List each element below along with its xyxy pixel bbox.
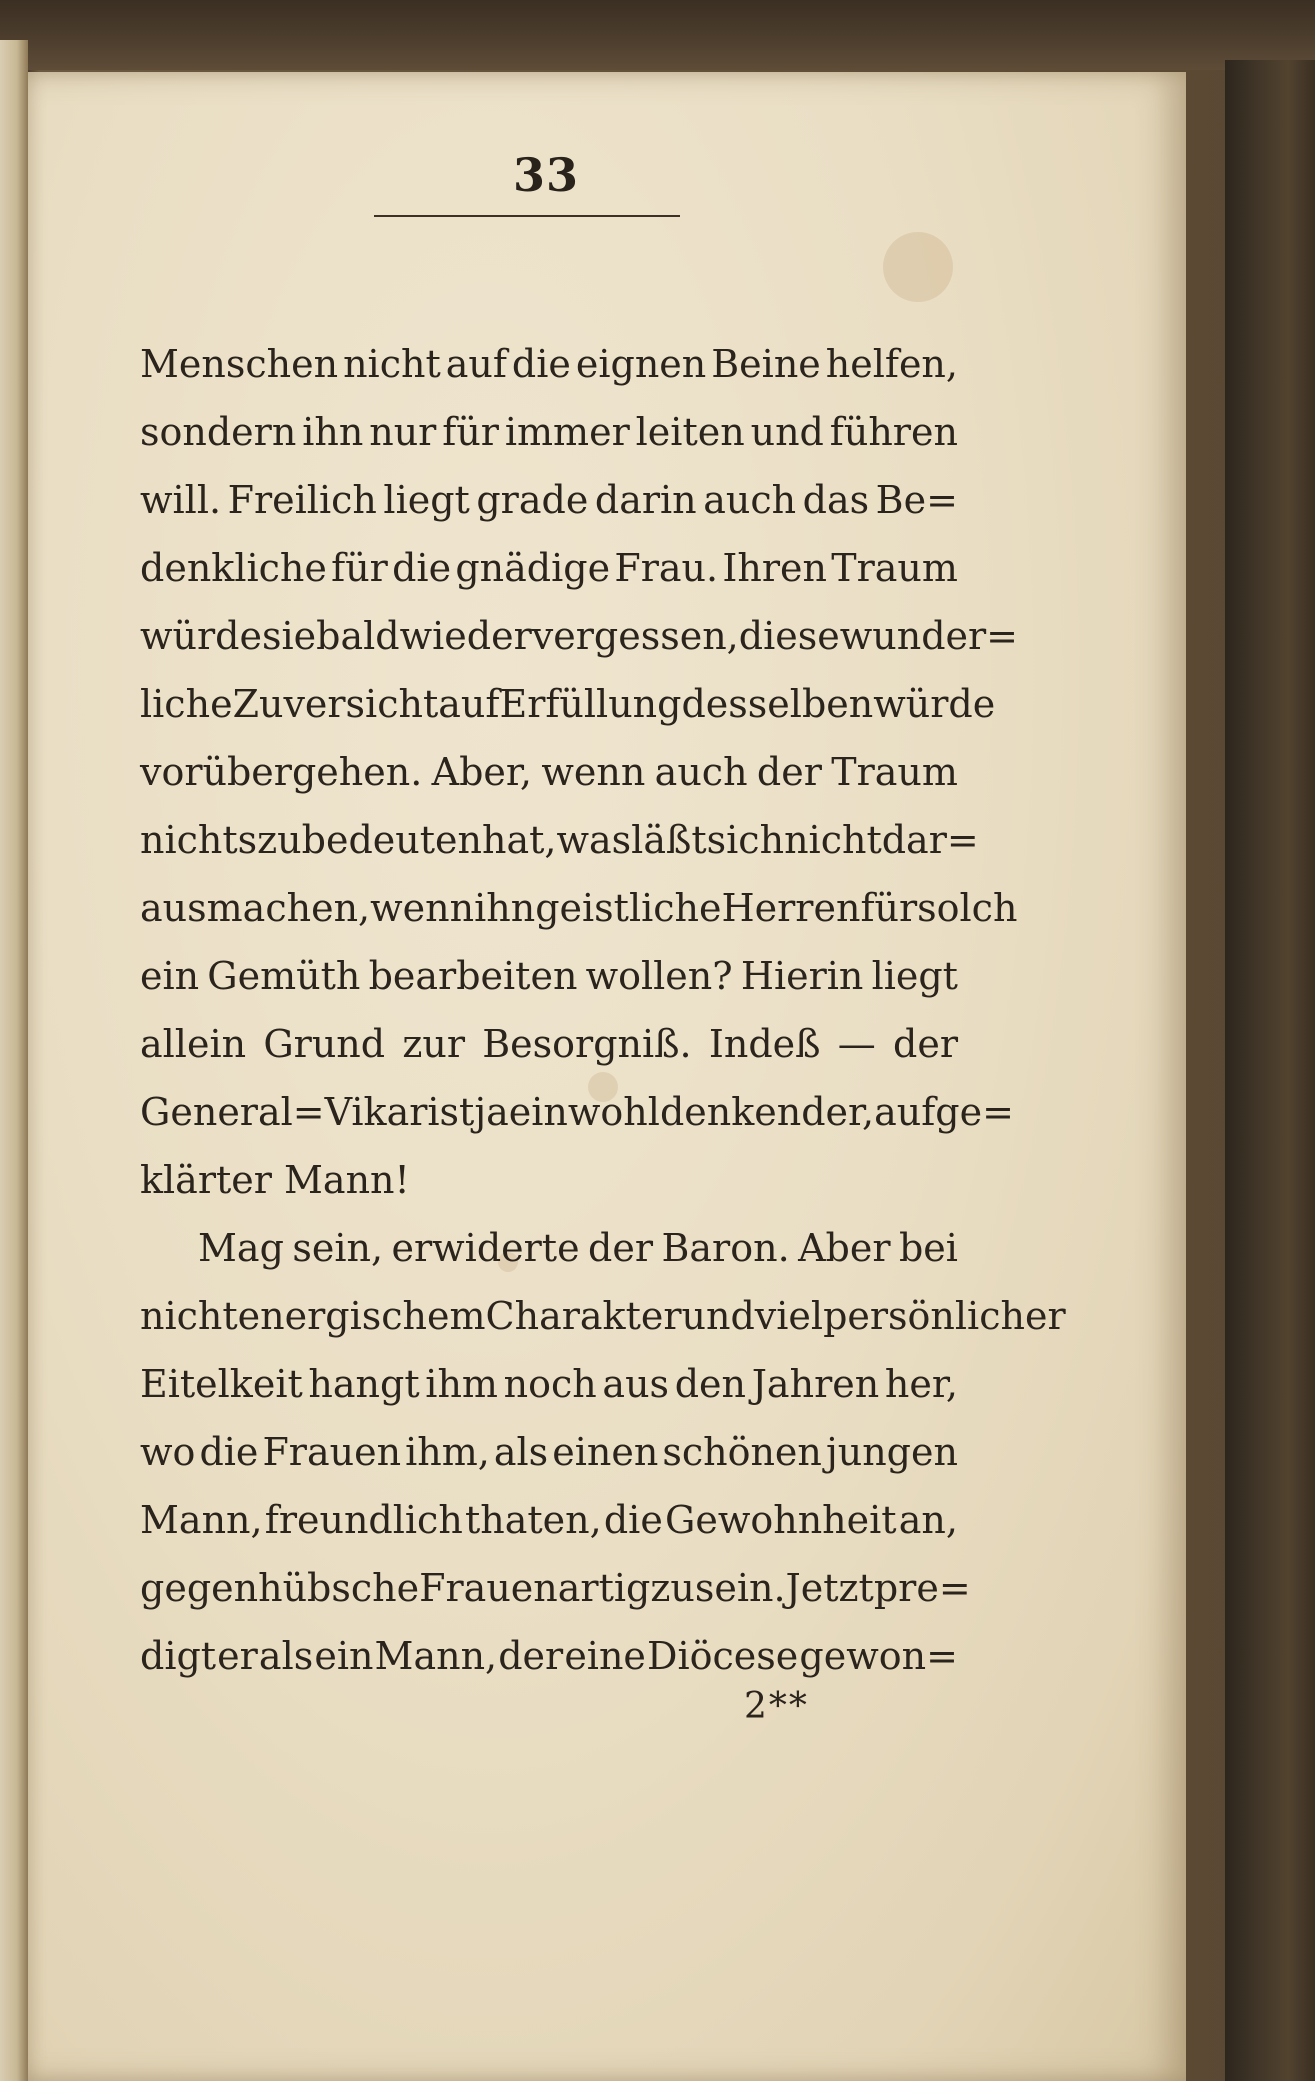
text-line (140, 1486, 958, 1554)
word: Gewohnheit (664, 1498, 897, 1542)
word: auch (703, 478, 797, 522)
word: als (493, 1430, 549, 1474)
word: Aber (798, 1226, 891, 1270)
word: hangt (308, 1362, 420, 1406)
word: der (498, 1634, 564, 1678)
word: ist (427, 1090, 475, 1134)
word: Charakter (485, 1294, 682, 1338)
word: zu (650, 1566, 695, 1610)
word: sie (261, 614, 317, 658)
word: machen, (206, 886, 371, 930)
word: nur (369, 410, 437, 454)
word: hat, (482, 818, 557, 862)
word: Frauen (262, 1430, 402, 1474)
word: führen (829, 410, 958, 454)
word: denkliche (140, 546, 327, 590)
word: für (442, 410, 499, 454)
word: thaten, (464, 1498, 602, 1542)
book-binding-top (0, 0, 1315, 70)
word: aus (140, 886, 207, 930)
word: eine (564, 1634, 646, 1678)
word: Eitelkeit (140, 1362, 303, 1406)
word: ihn (302, 410, 364, 454)
word: Erfüllung (499, 682, 682, 726)
word: liegt (383, 478, 470, 522)
word: darin (594, 478, 697, 522)
word: General=Vikar (140, 1090, 428, 1134)
text-line (140, 806, 979, 874)
word: Ihren (722, 546, 827, 590)
word: ein (140, 954, 200, 998)
word: Freilich (227, 478, 377, 522)
text-line (140, 534, 958, 602)
word: bedeuten (301, 818, 482, 862)
word: Traum (831, 546, 958, 590)
word: her, (884, 1362, 958, 1406)
word: wunder= (839, 614, 1019, 658)
text-line (140, 398, 958, 466)
word: würde (140, 614, 262, 658)
word: Indeß (708, 1022, 821, 1066)
word: solch (917, 886, 1018, 930)
word: gnädige (455, 546, 611, 590)
word: für (860, 886, 918, 930)
text-line (140, 1282, 1066, 1350)
word: Besorgniß. (482, 1022, 692, 1066)
word: bei (898, 1226, 958, 1270)
word: hübsche (258, 1566, 420, 1610)
book-cover-edge (1225, 60, 1315, 2081)
word: persönlicher (823, 1294, 1066, 1338)
word: erwiderte (391, 1226, 580, 1270)
word: nichts (140, 818, 258, 862)
word: sich (706, 818, 785, 862)
text-line (140, 1010, 958, 1078)
word: Mag (198, 1226, 284, 1270)
previous-page-edge (0, 40, 28, 2081)
word: die (511, 342, 571, 386)
word: aus (602, 1362, 670, 1406)
word: — (837, 1022, 876, 1066)
word: immer (504, 410, 630, 454)
word: läßt (631, 818, 707, 862)
word: und (681, 1294, 755, 1338)
word: Mann, (140, 1498, 263, 1542)
text-line (140, 738, 958, 806)
word: geistliche (535, 886, 722, 930)
text-line (140, 602, 1019, 670)
word: nicht (784, 818, 882, 862)
word: zu (257, 818, 302, 862)
word: er (217, 1634, 258, 1678)
text-line (140, 1622, 958, 1690)
page-number: 33 (512, 148, 579, 202)
word: liche (140, 682, 233, 726)
word: der (588, 1226, 654, 1270)
header-rule (374, 215, 680, 217)
word: Grund (263, 1022, 386, 1066)
word: und (750, 410, 824, 454)
word: pre= (873, 1566, 971, 1610)
word: ein (508, 1090, 568, 1134)
text-line (140, 1078, 1014, 1146)
word: einen (552, 1430, 659, 1474)
word: vergessen, (531, 614, 739, 658)
word: zur (402, 1022, 466, 1066)
word: Jetzt (785, 1566, 874, 1610)
word: Mann, (374, 1634, 498, 1678)
word: nicht (343, 342, 441, 386)
word: Diöcese (647, 1634, 799, 1678)
word: aufge= (874, 1090, 1014, 1134)
word: sein, (292, 1226, 384, 1270)
word: wohldenkender, (567, 1090, 875, 1134)
word: ja (474, 1090, 509, 1134)
word: ein (314, 1634, 374, 1678)
word: an, (898, 1498, 958, 1542)
word: Zuversicht (232, 682, 439, 726)
word: wieder (399, 614, 532, 658)
word: bearbeiten (368, 954, 578, 998)
word: der (756, 750, 822, 794)
word: ihm, (405, 1430, 490, 1474)
word: freundlich (264, 1498, 463, 1542)
body-text (140, 330, 1066, 1690)
word: auch (654, 750, 748, 794)
text-line: klärter Mann! (140, 1158, 410, 1202)
word: allein (140, 1022, 247, 1066)
text-line (140, 1214, 958, 1282)
word: als (258, 1634, 314, 1678)
page-stain (883, 232, 953, 302)
word: will. (140, 478, 222, 522)
word: wenn (370, 886, 475, 930)
word: bald (316, 614, 400, 658)
word: nicht (140, 1294, 238, 1338)
word: grade (476, 478, 589, 522)
word: Jahren (751, 1362, 880, 1406)
word: den (674, 1362, 747, 1406)
text-line (140, 466, 958, 534)
word: auf (438, 682, 500, 726)
word: Menschen (140, 342, 339, 386)
text-line (140, 1350, 958, 1418)
text-line (140, 1418, 958, 1486)
word: viel (754, 1294, 824, 1338)
word: wenn (541, 750, 646, 794)
word: Frau. (614, 546, 719, 590)
word: digt (140, 1634, 217, 1678)
text-line (140, 670, 996, 738)
word: artig (557, 1566, 651, 1610)
text-line (140, 1554, 971, 1622)
word: noch (503, 1362, 597, 1406)
word: Gemüth (207, 954, 361, 998)
word: würde (873, 682, 996, 726)
word: die (603, 1498, 663, 1542)
word: leiten (635, 410, 745, 454)
word: ihn (474, 886, 536, 930)
word: was (556, 818, 632, 862)
word: eignen (575, 342, 707, 386)
word: desselben (681, 682, 874, 726)
word: gewon= (799, 1634, 958, 1678)
word: Hierin (740, 954, 864, 998)
text-line (140, 874, 1018, 942)
word: wo (140, 1430, 196, 1474)
word: sondern (140, 410, 297, 454)
word: wollen? (585, 954, 733, 998)
word: Herren (721, 886, 861, 930)
printer-signature-mark: 2** (744, 1686, 809, 1727)
word: gegen (140, 1566, 259, 1610)
word: helfen, (825, 342, 958, 386)
word: sein. (694, 1566, 786, 1610)
word: Frauen (419, 1566, 558, 1610)
word: Baron. (661, 1226, 790, 1270)
text-line (140, 330, 958, 398)
word: diese (738, 614, 840, 658)
word: Be= (875, 478, 958, 522)
word: ihm (425, 1362, 498, 1406)
text-line (140, 942, 958, 1010)
word: der (893, 1022, 958, 1066)
word: das (802, 478, 870, 522)
word: energischem (237, 1294, 486, 1338)
word: auf (445, 342, 507, 386)
word: jungen (825, 1430, 958, 1474)
word: Traum (831, 750, 958, 794)
word: die (199, 1430, 259, 1474)
word: die (392, 546, 452, 590)
word: Beine (711, 342, 821, 386)
word: vorübergehen. (140, 750, 423, 794)
word: schönen (662, 1430, 822, 1474)
word: Aber, (431, 750, 532, 794)
word: liegt (871, 954, 958, 998)
word: dar= (881, 818, 979, 862)
word: für (331, 546, 388, 590)
